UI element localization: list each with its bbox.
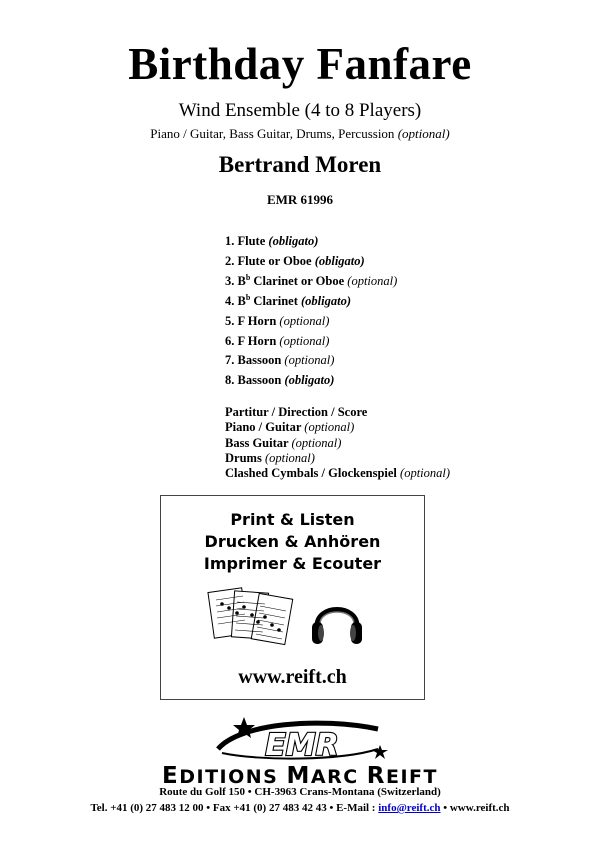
- promo-url: www.reift.ch: [238, 666, 347, 688]
- part-tag: (obligato): [268, 234, 319, 248]
- part-name: Flute or Oboe: [237, 253, 312, 268]
- composer: Bertrand Moren: [218, 152, 382, 177]
- score-part-label: Drums: [225, 450, 262, 465]
- part-name: Flute: [237, 234, 266, 248]
- publisher-name-part: DITIONS: [179, 766, 287, 788]
- emr-logo-text: EMR: [265, 728, 339, 763]
- part-tag: (optional): [279, 313, 330, 328]
- print-listen-box: [160, 495, 425, 700]
- score-part-row: [225, 451, 450, 466]
- part-tag: (obligato): [284, 373, 335, 388]
- email-link[interactable]: info@reift.ch: [378, 802, 441, 814]
- publisher-name-part: R: [366, 763, 386, 789]
- contact-suffix: • www.reift.ch: [440, 802, 510, 814]
- part-tag: (optional): [347, 273, 398, 288]
- part-name: B: [237, 293, 246, 308]
- instrumentation: [0, 126, 600, 142]
- score-part-label: Piano / Guitar: [225, 420, 302, 435]
- title: Birthday Fanfare: [128, 39, 472, 89]
- part-name: Bassoon: [237, 373, 282, 388]
- instrumentation-tag: (optional): [397, 126, 450, 141]
- catalog-number: EMR 61996: [266, 192, 334, 207]
- score-part-label: Partitur / Direction / Score: [225, 405, 368, 419]
- part-number: 3.: [225, 273, 235, 288]
- part-name: F Horn: [237, 333, 277, 348]
- score-part-label: Clashed Cymbals / Glockenspiel: [225, 466, 397, 481]
- publisher-address: Route du Golf 150 • CH-3963 Crans-Montana (Switzerland): [159, 786, 441, 798]
- part-row: [225, 232, 397, 252]
- part-name: B: [237, 273, 246, 288]
- part-name: F Horn: [237, 313, 277, 328]
- part-row: [225, 272, 397, 292]
- part-name: Bassoon: [237, 353, 282, 368]
- score-part-tag: (optional): [400, 466, 451, 481]
- score-part-row: [225, 405, 450, 420]
- parts-list: [225, 232, 397, 391]
- part-tag: (optional): [284, 353, 335, 368]
- publisher-name-part: EIFT: [385, 766, 438, 788]
- score-part-tag: (optional): [264, 450, 315, 465]
- part-number: 5.: [225, 313, 235, 328]
- part-number: 6.: [225, 333, 235, 348]
- promo-line-1: Print & Listen: [230, 510, 355, 529]
- part-name-rest: Clarinet or Oboe: [253, 273, 345, 288]
- part-name-rest: Clarinet: [253, 293, 298, 308]
- emr-logo: [200, 715, 400, 765]
- part-tag: (optional): [279, 333, 330, 348]
- part-number: 8.: [225, 373, 235, 388]
- headphones-icon: [309, 590, 365, 652]
- score-part-tag: (optional): [291, 435, 342, 450]
- flat-sign: b: [245, 292, 251, 302]
- part-tag: (obligato): [314, 253, 365, 268]
- score-part-tag: (optional): [304, 420, 355, 435]
- part-row: [225, 292, 397, 312]
- part-row: [225, 351, 397, 371]
- publisher-name-part: M: [286, 763, 311, 789]
- publisher-name-part: ARC: [310, 766, 367, 788]
- part-number: 4.: [225, 293, 235, 308]
- score-part-row: [225, 420, 450, 435]
- flat-sign: b: [245, 272, 251, 282]
- score-part-label: Bass Guitar: [225, 435, 289, 450]
- publisher-name-part: E: [162, 763, 180, 789]
- score-part-row: [225, 466, 450, 481]
- publisher-contact: [0, 802, 600, 814]
- part-number: 1.: [225, 234, 235, 248]
- subtitle: Wind Ensemble (4 to 8 Players): [178, 100, 422, 121]
- promo-line-3: Imprimer & Ecouter: [203, 554, 382, 573]
- part-number: 2.: [225, 253, 235, 268]
- part-tag: (obligato): [300, 293, 351, 308]
- part-number: 7.: [225, 353, 235, 368]
- part-row: [225, 252, 397, 272]
- part-row: [225, 371, 397, 391]
- score-parts-list: [225, 405, 450, 481]
- promo-line-2: Drucken & Anhören: [204, 532, 381, 551]
- part-row: [225, 332, 397, 352]
- contact-prefix: Tel. +41 (0) 27 483 12 00 • Fax +41 (0) 27 483 42 43 • E-Mail :: [90, 802, 379, 814]
- sheet-music-icon: [207, 586, 297, 648]
- score-part-row: [225, 436, 450, 451]
- part-row: [225, 312, 397, 332]
- instrumentation-main: Piano / Guitar, Bass Guitar, Drums, Percussion: [150, 126, 395, 141]
